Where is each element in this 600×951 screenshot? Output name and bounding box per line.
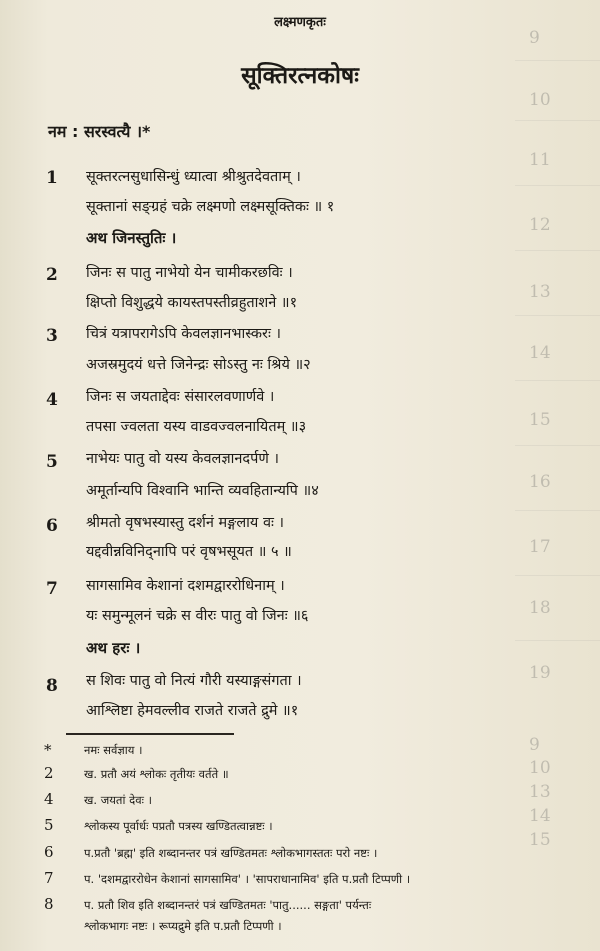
ghost-number: 14 [529,806,551,826]
ghost-line [515,640,600,641]
footnote-number: 4 [44,790,54,808]
ghost-number: 16 [529,472,551,492]
verse-line: सूक्तानां सङ्ग्रहं चक्रे लक्ष्मणो लक्ष्मसूक्तिकः ॥ १ [86,199,335,215]
verse-line: स शिवः पातु वो नित्यं गौरी यस्याङ्गसंगता । [86,673,302,689]
ghost-number: 15 [529,410,551,430]
footnote-number: 2 [44,764,54,782]
verse-line: सागसामिव केशानां दशमद्वाररोधिनाम् । [86,578,285,594]
ghost-line [515,445,600,446]
footnote-number: 5 [44,816,54,834]
ghost-line [515,185,600,186]
verse-number: 1 [46,168,58,188]
ghost-number: 14 [529,343,551,363]
ghost-number: 10 [529,758,551,778]
ghost-number: 13 [529,782,551,802]
ghost-number: 9 [529,735,540,755]
ghost-number: 19 [529,663,551,683]
verse-number: 8 [46,676,58,696]
footnote-text: ख. प्रतौ अयं श्लोकः तृतीयः वर्तते ॥ [84,767,229,781]
verse-line: जिनः स पातु नाभेयो येन चामीकरछविः । [86,265,293,281]
verse-line: सूक्तरत्नसुधासिन्धुं ध्यात्वा श्रीश्रुतदेवताम् । [86,169,301,185]
ghost-line [515,250,600,251]
show-through-text [515,0,600,951]
footnote-text-continuation: श्लोकभागः नष्टः । रूप्यद्रुमे इति प.प्रतौ टिप्पणी । [84,919,282,933]
verse-line: आश्लिष्टा हेमवल्लीव राजते राजते द्रुमे ॥१ [86,703,299,719]
footnote-rule [66,733,234,735]
footnote-text: ख. जयतां देवः । [84,793,152,807]
verse-line: यद्दवीन्नविनिद्नापि परं वृषभसूयत ॥ ५ ॥ [86,544,292,560]
invocation: नम : सरस्वत्यै ।* [48,122,151,141]
ghost-line [515,380,600,381]
verse-number: 4 [46,390,58,410]
footnote-number: 7 [44,869,54,887]
footnote-number: 8 [44,895,54,913]
section-heading: अथ जिनस्तुतिः । [86,229,177,247]
ghost-line [515,510,600,511]
verse-line: यः समुन्मूलनं चक्रे स वीरः पातु वो जिनः ॥६ [86,608,309,624]
ghost-number: 9 [529,28,540,48]
footnote-number: * [44,741,52,759]
verse-line: तपसा ज्वलता यस्य वाडवज्वलनायितम् ॥३ [86,419,307,435]
verse-number: 7 [46,579,58,599]
verse-line: जिनः स जयताद्देवः संसारलवणार्णवे । [86,389,275,405]
verse-line: क्षिप्तो विशुद्धये कायस्तपस्तीव्रहुताशने ॥१ [86,295,298,311]
section-heading: अथ हरः । [86,639,141,657]
verse-line: श्रीमतो वृषभस्यास्तु दर्शनं मङ्गलाय वः । [86,515,285,531]
running-header: लक्ष्मणकृतः [274,15,326,30]
ghost-number: 11 [529,150,551,170]
ghost-line [515,120,600,121]
ghost-number: 18 [529,598,551,618]
verse-number: 2 [46,265,58,285]
verse-line: चित्रं यत्रापरागेऽपि केवलज्ञानभास्करः । [86,326,282,342]
footnote-text: प. प्रतौ शिव इति शब्दानन्तरं पत्रं खण्डितमतः 'पातु...... सङ्गता' पर्यन्तः [84,898,372,912]
verse-number: 3 [46,326,58,346]
verse-line: अमूर्तान्यपि विश्वानि भान्ति व्यवहितान्यपि ॥४ [86,483,319,499]
ghost-number: 10 [529,90,551,110]
footnote-text: श्लोकस्य पूर्वार्धः पप्रतौ पत्रस्य खण्डितत्वान्नष्टः । [84,819,273,833]
footnote-text: नमः सर्वज्ञाय । [84,743,143,757]
page-title: सूक्तिरत्नकोषः [241,63,359,89]
ghost-number: 12 [529,215,551,235]
footnote-text: प.प्रतौ 'ब्रह्म' इति शब्दानन्तर पत्रं खण्डितमतः श्लोकभागस्ततः परो नष्टः । [84,846,378,860]
ghost-number: 15 [529,830,551,850]
footnote-number: 6 [44,843,54,861]
footnote-text: प. 'दशमद्वाररोधेन केशानां सागसामिव' । 'सापराधानामिव' इति प.प्रतौ टिप्पणी । [84,872,411,886]
ghost-number: 13 [529,282,551,302]
ghost-number: 17 [529,537,551,557]
verse-line: नाभेयः पातु वो यस्य केवलज्ञानदर्पणे । [86,451,279,467]
ghost-line [515,315,600,316]
ghost-line [515,575,600,576]
verse-line: अजस्रमुदयं धत्ते जिनेन्द्रः सोऽस्तु नः श्रिये ॥२ [86,357,311,373]
verse-number: 5 [46,452,58,472]
verse-number: 6 [46,516,58,536]
